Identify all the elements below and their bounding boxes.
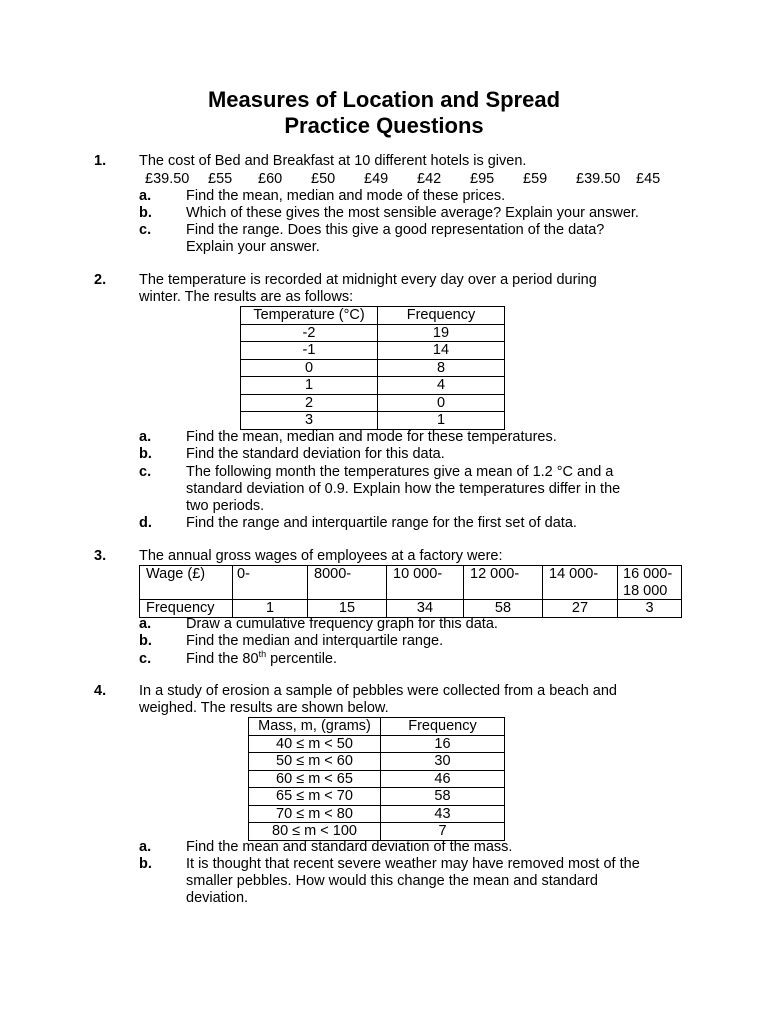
q2-part-d-label: d. bbox=[139, 515, 152, 531]
q4-intro-line1: In a study of erosion a sample of pebbles were collected from a beach and bbox=[139, 683, 617, 699]
wage-class-line1: 16 000- bbox=[623, 566, 673, 582]
table-row bbox=[249, 823, 505, 841]
price-item: £42 bbox=[417, 171, 442, 187]
table-header-row bbox=[241, 307, 505, 325]
price-item: £59 bbox=[523, 171, 548, 187]
wage-class: 10 000- bbox=[387, 566, 464, 600]
table-cell: 46 bbox=[381, 770, 505, 788]
wage-class: 8000- bbox=[308, 566, 387, 600]
wage-class-line2: 18 000 bbox=[623, 582, 668, 599]
q4-part-b-line1: It is thought that recent severe weather may have removed most of the bbox=[186, 856, 640, 872]
wage-class: 0- bbox=[233, 566, 308, 600]
frequency-cell: 34 bbox=[387, 600, 464, 618]
table-header-row bbox=[249, 718, 505, 736]
q3-part-c bbox=[186, 651, 337, 668]
price-item: £39.50 bbox=[145, 171, 190, 187]
temperature-table bbox=[240, 306, 505, 430]
table-cell: 58 bbox=[381, 788, 505, 806]
table-row bbox=[241, 394, 505, 412]
wage-class-last bbox=[618, 566, 682, 600]
table-cell: 40 ≤ m < 50 bbox=[249, 735, 381, 753]
q2-part-c-label: c. bbox=[139, 464, 152, 480]
frequency-cell: 27 bbox=[543, 600, 618, 618]
q3-part-c-post: percentile. bbox=[266, 651, 338, 667]
table-cell: 7 bbox=[381, 823, 505, 841]
table-cell: 8 bbox=[378, 359, 505, 377]
wage-class: 12 000- bbox=[464, 566, 543, 600]
table-cell: 19 bbox=[378, 324, 505, 342]
table-row bbox=[249, 788, 505, 806]
q4-part-b-line3: deviation. bbox=[186, 890, 249, 906]
frequency-cell: 1 bbox=[233, 600, 308, 618]
q2-part-b-label: b. bbox=[139, 446, 152, 462]
q1-part-c-label: c. bbox=[139, 222, 152, 238]
q2-part-a-label: a. bbox=[139, 429, 152, 445]
q3-part-b-label: b. bbox=[139, 633, 152, 649]
table-cell: 1 bbox=[241, 377, 378, 395]
page-title: Measures of Location and Spread bbox=[207, 87, 561, 112]
mass-table bbox=[248, 717, 505, 841]
frequency-cell: 3 bbox=[618, 600, 682, 618]
q4-part-b-label: b. bbox=[139, 856, 152, 872]
table-row bbox=[241, 324, 505, 342]
q3-part-c-sup: th bbox=[258, 649, 267, 660]
table-header: Frequency bbox=[381, 718, 505, 736]
table-cell: 1 bbox=[378, 412, 505, 430]
q1-part-c-line1: Find the range. Does this give a good representation of the data? bbox=[186, 222, 605, 238]
price-item: £55 bbox=[208, 171, 233, 187]
q4-intro-line2: weighed. The results are shown below. bbox=[139, 700, 389, 716]
frequency-cell: 15 bbox=[308, 600, 387, 618]
q2-part-c-line2: standard deviation of 0.9. Explain how the temperatures differ in the bbox=[186, 481, 621, 497]
wage-row bbox=[140, 566, 682, 600]
q2-part-a: Find the mean, median and mode for these temperatures. bbox=[186, 429, 557, 445]
table-cell: 0 bbox=[241, 359, 378, 377]
price-item: £60 bbox=[258, 171, 283, 187]
q2-part-c-line1: The following month the temperatures give a mean of 1.2 °C and a bbox=[186, 464, 614, 480]
q2-part-c-line3: two periods. bbox=[186, 498, 265, 514]
table-cell: 4 bbox=[378, 377, 505, 395]
table-row bbox=[249, 770, 505, 788]
table-row bbox=[241, 412, 505, 430]
table-cell: 14 bbox=[378, 342, 505, 360]
table-cell: -1 bbox=[241, 342, 378, 360]
question-number-3: 3. bbox=[94, 548, 107, 564]
price-item: £39.50 bbox=[576, 171, 621, 187]
table-cell: 3 bbox=[241, 412, 378, 430]
table-row bbox=[241, 359, 505, 377]
price-item: £49 bbox=[364, 171, 389, 187]
table-cell: 43 bbox=[381, 805, 505, 823]
q1-part-b: Which of these gives the most sensible average? Explain your answer. bbox=[186, 205, 639, 221]
wage-class: 14 000- bbox=[543, 566, 618, 600]
q1-part-a-label: a. bbox=[139, 188, 152, 204]
question-number-1: 1. bbox=[94, 153, 107, 169]
wage-table bbox=[139, 565, 682, 618]
q2-part-b: Find the standard deviation for this data. bbox=[186, 446, 445, 462]
q2-intro-line1: The temperature is recorded at midnight every day over a period during bbox=[139, 272, 597, 288]
page-subtitle: Practice Questions bbox=[284, 113, 484, 138]
table-row bbox=[241, 342, 505, 360]
q3-part-a: Draw a cumulative frequency graph for this data. bbox=[186, 616, 498, 632]
q3-part-a-label: a. bbox=[139, 616, 152, 632]
q4-part-a-label: a. bbox=[139, 839, 152, 855]
table-cell: 2 bbox=[241, 394, 378, 412]
price-item: £45 bbox=[636, 171, 661, 187]
q3-intro: The annual gross wages of employees at a factory were: bbox=[139, 548, 503, 564]
q3-part-c-pre: Find the 80 bbox=[186, 651, 259, 667]
frequency-cell: 58 bbox=[464, 600, 543, 618]
table-row bbox=[249, 753, 505, 771]
table-cell: 30 bbox=[381, 753, 505, 771]
frequency-row bbox=[140, 600, 682, 618]
table-cell: -2 bbox=[241, 324, 378, 342]
table-cell: 60 ≤ m < 65 bbox=[249, 770, 381, 788]
table-cell: 70 ≤ m < 80 bbox=[249, 805, 381, 823]
q3-part-c-label: c. bbox=[139, 651, 152, 667]
table-row bbox=[249, 735, 505, 753]
table-row bbox=[241, 377, 505, 395]
q1-part-a: Find the mean, median and mode of these prices. bbox=[186, 188, 506, 204]
q4-part-b-line2: smaller pebbles. How would this change the mean and standard bbox=[186, 873, 598, 889]
table-row bbox=[249, 805, 505, 823]
table-cell: 80 ≤ m < 100 bbox=[249, 823, 381, 841]
price-item: £95 bbox=[470, 171, 495, 187]
q3-part-b: Find the median and interquartile range. bbox=[186, 633, 444, 649]
q2-intro-line2: winter. The results are as follows: bbox=[139, 289, 354, 305]
q1-part-b-label: b. bbox=[139, 205, 152, 221]
table-cell: 65 ≤ m < 70 bbox=[249, 788, 381, 806]
table-header: Frequency bbox=[378, 307, 505, 325]
question-number-2: 2. bbox=[94, 272, 107, 288]
table-cell: 0 bbox=[378, 394, 505, 412]
price-item: £50 bbox=[311, 171, 336, 187]
table-cell: 50 ≤ m < 60 bbox=[249, 753, 381, 771]
question-number-4: 4. bbox=[94, 683, 107, 699]
table-header: Temperature (°C) bbox=[241, 307, 378, 325]
frequency-row-label: Frequency bbox=[140, 600, 233, 618]
wage-row-label: Wage (£) bbox=[140, 566, 233, 600]
q4-part-a: Find the mean and standard deviation of the mass. bbox=[186, 839, 513, 855]
table-header: Mass, m, (grams) bbox=[249, 718, 381, 736]
q1-intro: The cost of Bed and Breakfast at 10 different hotels is given. bbox=[139, 153, 527, 169]
q1-part-c-line2: Explain your answer. bbox=[186, 239, 320, 255]
table-cell: 16 bbox=[381, 735, 505, 753]
q2-part-d: Find the range and interquartile range for the first set of data. bbox=[186, 515, 577, 531]
